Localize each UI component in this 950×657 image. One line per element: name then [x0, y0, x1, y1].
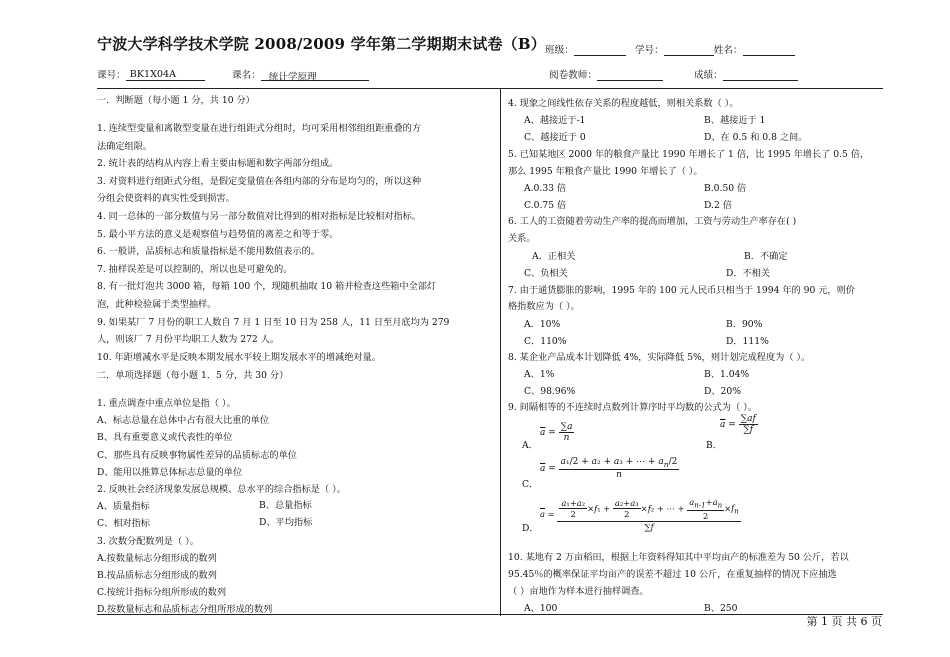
question-line: C、那些具有反映事物属性差异的品质标志的单位	[97, 449, 297, 461]
question-line: 分组会使资料的真实性受到损害。	[97, 193, 235, 205]
question-line: 4. 同一总体的一部分数值与另一部分数值对比得到的相对指标是比较相对指标。	[97, 211, 422, 222]
q5-stem-1: 5. 已知某地区 2000 年的粮食产量比 1990 年增长了 1 倍，比 1995 年增长了 0.5 倍，	[508, 149, 870, 160]
question-line: 6. 一般讲，品质标志和质量指标是不能用数值表示的。	[97, 246, 320, 258]
class-blank[interactable]	[574, 44, 626, 56]
q10-stem-1: 10. 某地有 2 万亩稻田，根据上年资料得知其中平均亩产的标准差为 50 公斤，若以	[508, 552, 849, 563]
q6-option-c: C、负相关	[524, 268, 568, 279]
score-blank[interactable]	[723, 69, 798, 81]
q9-formula-a: $\overline{a}$ = $\frac{\sum a}{n}$	[540, 422, 573, 443]
question-line: D、能用以推算总体标志总量的单位	[97, 466, 243, 478]
question-line: 人，则该厂 7 月份平均职工人数为 272 人。	[97, 334, 280, 346]
course-name-field	[232, 67, 369, 81]
column-divider	[500, 88, 501, 616]
section2-title: 二．单项选择题（每小题 1．5 分，共 30 分）	[97, 370, 289, 381]
q7-stem-2: 格指数应为（ ）。	[508, 301, 580, 312]
q8-option-c: C、98.96%	[524, 386, 576, 397]
question-line: 1. 重点调查中重点单位是指（ ）。	[97, 398, 236, 409]
class-field	[545, 42, 795, 56]
question-line: 法确定组限。	[97, 140, 153, 152]
q4-option-c: C、越接近于 0	[524, 132, 586, 143]
q6-stem-2: 关系。	[508, 233, 536, 244]
q4-option-a: A、越接近于-1	[524, 115, 586, 126]
question-line: 1. 连续型变量和离散型变量在进行组距式分组时，均可采用相邻组组距重叠的方	[97, 123, 422, 134]
q9-option-d-label: D．	[522, 523, 539, 534]
q9-option-b-label: B．	[706, 440, 722, 451]
q5-option-c: C.0.75 倍	[524, 200, 567, 211]
q5-option-a: A.0.33 倍	[524, 183, 567, 194]
grader-label: 阅卷教师：	[549, 70, 597, 81]
q4-option-b: B、越接近于 1	[704, 115, 766, 126]
question-line: 7. 抽样误差是可以控制的，所以也是可避免的。	[97, 263, 293, 275]
q2-option-b: B、总量指标	[259, 500, 312, 511]
page-number: 第 1 页 共 6 页	[806, 615, 882, 628]
section1-title: 一．判断题（每小题 1 分，共 10 分）	[97, 95, 255, 106]
q10-stem-3: （ ）亩地作为样本进行抽样调查。	[508, 586, 649, 597]
q7-option-d: D．111%	[726, 336, 769, 347]
q2-option-d: D、平均指标	[259, 517, 313, 528]
q5-option-b: B.0.50 倍	[704, 183, 747, 194]
question-line: D.按数量标志和品质标志分组所形成的数列	[97, 604, 273, 616]
question-line: 10. 年距增减水平是反映本期发展水平较上期发展水平的增减绝对量。	[97, 351, 381, 363]
question-line: C.按统计指标分组所形成的数列	[97, 587, 227, 599]
q10-option-b: B、250	[704, 603, 738, 614]
q6-option-b: B．不确定	[744, 251, 788, 262]
q7-option-a: A．10%	[524, 319, 561, 330]
question-line: C、相对指标	[97, 518, 150, 530]
name-blank[interactable]	[743, 44, 795, 56]
q6-option-a: A．正相关	[532, 251, 576, 262]
class-label: 班级：	[545, 45, 574, 56]
q9-stem: 9. 间隔相等的不连续时点数列计算序时平均数的公式为（ ）。	[508, 402, 757, 413]
question-line: B.按品质标志分组形成的数列	[97, 570, 217, 581]
question-line: 5. 最小平方法的意义是观察值与趋势值的离差之和等于零。	[97, 228, 339, 240]
question-line: 8. 有一批灯泡共 3000 箱，每箱 100 个，现随机抽取 10 箱并检查这些箱中全部灯	[97, 281, 437, 293]
q6-option-d: D．不相关	[726, 268, 771, 279]
q4-stem: 4. 现象之间线性依存关系的程度越低，则相关系数（ ）。	[508, 98, 739, 109]
q8-option-b: B、1.04%	[704, 369, 750, 380]
q4-option-d: D、在 0.5 和 0.8 之间。	[704, 132, 808, 143]
q9-formula-b: $\overline{a}$ = $\frac{\sum af}{\sum f}$	[720, 414, 756, 435]
grader-field	[549, 67, 663, 81]
question-line: 泡，此种检验属于类型抽样。	[97, 299, 217, 310]
course-name-label: 课名：	[232, 70, 261, 81]
question-line: 3. 对资料进行组距式分组，是假定变量值在各组内部的分布是均匀的，所以这种	[97, 175, 422, 187]
question-line: 9. 如果某厂 7 月份的职工人数自 7 月 1 日至 10 日为 258 人，11 日至月底均为 279	[97, 316, 450, 328]
q9-formula-c: $\overline{a}$ = $\frac{a_1/2 + a_2 + a_3 + \cdots + a_n/2}{n}$	[540, 457, 678, 480]
q7-option-c: C．110%	[524, 336, 567, 347]
name-label: 姓名：	[713, 45, 743, 56]
score-label: 成绩：	[694, 70, 723, 81]
q5-option-d: D.2 倍	[704, 200, 732, 211]
score-field	[694, 67, 798, 81]
q8-stem: 8. 某企业产品成本计划降低 4%，实际降低 5%，则计划完成程度为（ ）。	[508, 352, 811, 363]
question-line: A、标志总量在总体中占有很大比重的单位	[97, 415, 270, 427]
question-line: A、质量指标	[97, 501, 150, 513]
grader-blank[interactable]	[597, 69, 663, 81]
question-line: 2. 反映社会经济现象发展总规模、总水平的综合指标是（ ）。	[97, 484, 346, 495]
q10-stem-2: 95.45％的概率保证平均亩产的误差不超过 10 公斤，在重复抽样的情况下应抽选	[508, 569, 837, 580]
q5-stem-2: 那么 1995 年粮食产量比 1990 年增长了（ ）。	[508, 166, 703, 177]
q7-stem-1: 7. 由于通货膨胀的影响，1995 年的 100 元人民币只相当于 1994 年的 90 元，则价	[508, 285, 855, 296]
exam-title: 宁波大学科学技术学院 2008/2009 学年第二学期期末试卷（B）	[97, 35, 546, 53]
q8-option-d: D、20%	[704, 386, 741, 397]
course-number-field	[97, 67, 205, 81]
q6-stem-1: 6. 工人的工资随着劳动生产率的提高而增加，工资与劳动生产率存在( )	[508, 216, 797, 227]
q9-formula-d: $\overline{a}$ = $\frac{\text{a₁+a₂}}{2}$ ×f₁ + $\frac{\text{a₂+a₃}}{2}$ ×f₂ + ⋯ + $\frac{a_{n-1}+a_n}{2}$ $\times f_n$ ∑f	[540, 497, 739, 532]
question-line: 2. 统计表的结构从内容上看主要由标题和数字两部分组成。	[97, 158, 339, 170]
student-id-blank[interactable]	[664, 44, 714, 56]
question-line: 3. 次数分配数列是（ ）。	[97, 535, 199, 547]
q8-option-a: A、1%	[524, 369, 555, 380]
course-name-value: 统计学原理	[261, 69, 369, 81]
header-divider	[97, 88, 883, 89]
student-id-label: 学号：	[634, 45, 664, 56]
course-no-value: BK1X04A	[126, 69, 205, 81]
q9-option-c-label: C．	[522, 479, 539, 490]
q7-option-b: B．90%	[726, 319, 763, 330]
q10-option-a: A、100	[524, 603, 558, 614]
course-no-label: 课号：	[97, 70, 126, 81]
q9-option-a-label: A．	[522, 440, 538, 451]
question-line: A.按数量标志分组形成的数列	[97, 552, 217, 564]
question-line: B、具有重要意义或代表性的单位	[97, 432, 233, 444]
